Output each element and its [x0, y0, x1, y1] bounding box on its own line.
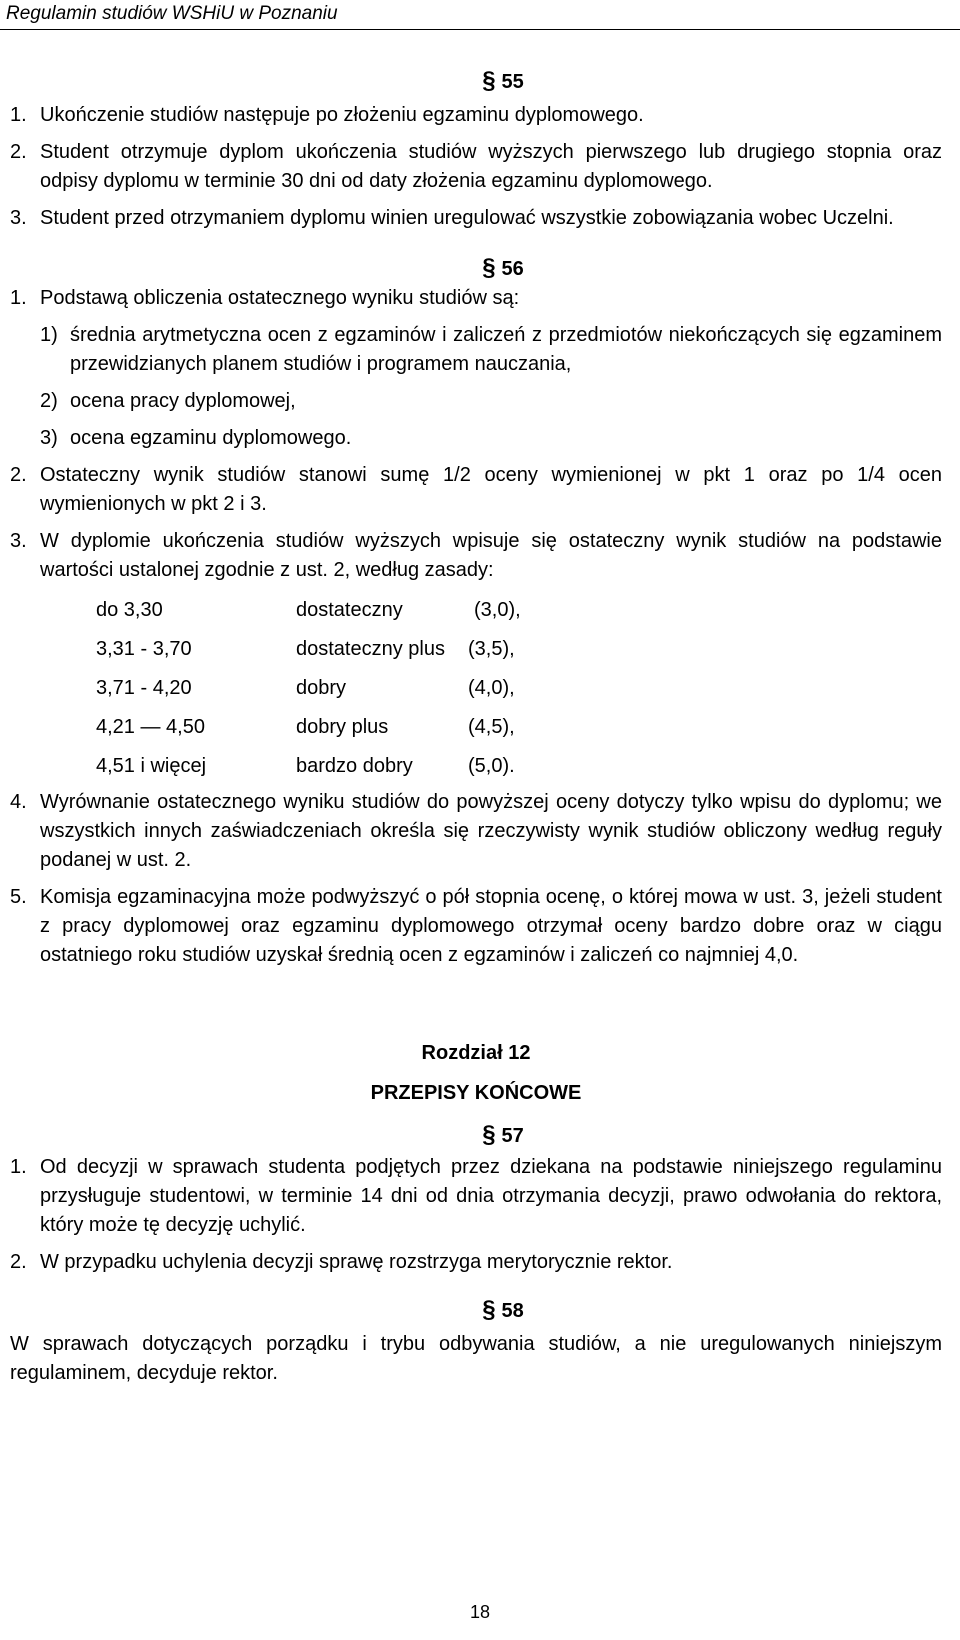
running-header: Regulamin studiów WSHiU w Poznaniu — [6, 3, 338, 24]
subitem-56-1-1: 1) średnia arytmetyczna ocen z egzaminów i zaliczeń z przedmiotów niekończących się egzaminem przewidzianych planem studiów i programem nauczania, — [40, 324, 942, 375]
section-mark: § — [482, 1296, 496, 1323]
grade-label: bardzo dobry — [296, 755, 413, 777]
chapter-title: Rozdział 12 — [421, 1042, 531, 1064]
section-heading-58 — [64, 1295, 942, 1326]
grade-range: do 3,30 — [96, 599, 163, 621]
grade-label: dobry — [296, 677, 347, 699]
grade-scale-table — [96, 591, 521, 786]
grade-value: (5,0). — [468, 755, 515, 777]
section-number: 55 — [501, 71, 524, 93]
grade-label: dostateczny — [296, 599, 403, 621]
grade-row — [96, 591, 521, 630]
grade-label: dobry plus — [296, 716, 389, 738]
page-number: 18 — [469, 1602, 491, 1622]
grade-value: (3,0), — [474, 599, 521, 621]
section-mark: § — [482, 67, 496, 94]
grade-value: (4,0), — [468, 677, 515, 699]
document-body — [10, 66, 942, 1388]
grade-range: 3,31 - 3,70 — [96, 638, 192, 660]
paragraph-55-3: 3. Student przed otrzymaniem dyplomu winien uregulować wszystkie zobowiązania wobec Uczelni. — [10, 207, 894, 229]
paragraph-55-1: 1. Ukończenie studiów następuje po złożeniu egzaminu dyplomowego. — [10, 104, 644, 126]
paragraph-56-4: 4. Wyrównanie ostatecznego wyniku studiów do powyższej oceny dotyczy tylko wpisu do dyplomu; we wszystkich innych zaświadczeniach określa się rzeczywisty wynik studiów obliczony według reguły podanej w ust. 2. — [10, 791, 942, 871]
grade-row — [96, 669, 521, 708]
paragraph-58: W sprawach dotyczących porządku i trybu odbywania studiów, a nie uregulowanych niniejszym regulaminem, decyduje rektor. — [10, 1333, 942, 1384]
section-heading-55 — [64, 66, 942, 97]
section-number: 58 — [501, 1300, 524, 1322]
section-number: 57 — [501, 1125, 524, 1147]
grade-label: dostateczny plus — [296, 638, 445, 660]
paragraph-56-1: 1. Podstawą obliczenia ostatecznego wyniku studiów są: — [10, 287, 520, 309]
grade-range: 4,51 i więcej — [96, 755, 207, 777]
grade-value: (3,5), — [468, 638, 515, 660]
paragraph-57-1: 1. Od decyzji w sprawach studenta podjętych przez dziekana na podstawie niniejszego regulaminu przysługuje studentowi, w terminie 14 dni od dnia otrzymania decyzji, prawo odwołania do rektora, który może tę decyzję uchylić. — [10, 1156, 942, 1236]
chapter-subtitle: PRZEPISY KOŃCOWE — [370, 1082, 582, 1104]
grade-range: 3,71 - 4,20 — [96, 677, 192, 699]
grade-row — [96, 747, 521, 786]
paragraph-55-2: 2. Student otrzymuje dyplom ukończenia studiów wyższych pierwszego lub drugiego stopnia oraz odpisy dyplomu w terminie 30 dni od daty złożenia egzaminu dyplomowego. — [10, 141, 942, 192]
paragraph-57-2: 2. W przypadku uchylenia decyzji sprawę rozstrzyga merytorycznie rektor. — [10, 1251, 673, 1273]
header-rule — [0, 29, 960, 30]
grade-row — [96, 630, 521, 669]
grade-value: (4,5), — [468, 716, 515, 738]
section-heading-56 — [64, 253, 942, 284]
section-number: 56 — [501, 258, 524, 280]
section-heading-57 — [64, 1120, 942, 1151]
grade-row — [96, 708, 521, 747]
subitem-56-1-2: 2) ocena pracy dyplomowej, — [40, 390, 296, 412]
paragraph-56-2: 2. Ostateczny wynik studiów stanowi sumę 1/2 oceny wymienionej w pkt 1 oraz po 1/4 ocen wymienionych w pkt 2 i 3. — [10, 464, 942, 515]
section-mark: § — [482, 1121, 496, 1148]
section-mark: § — [482, 254, 496, 281]
paragraph-56-3: 3. W dyplomie ukończenia studiów wyższych wpisuje się ostateczny wynik studiów na podstawie wartości ustalonej zgodnie z ust. 2, według zasady: — [10, 530, 942, 581]
subitem-56-1-3: 3) ocena egzaminu dyplomowego. — [40, 427, 352, 449]
grade-range: 4,21 — 4,50 — [96, 716, 205, 738]
paragraph-56-5: 5. Komisja egzaminacyjna może podwyższyć o pół stopnia ocenę, o której mowa w ust. 3, jeżeli student z pracy dyplomowej oraz egzaminu dyplomowego otrzymał oceny bardzo dobre oraz w ciągu ostatniego roku studiów uzyskał średnią ocen z egzaminów i zaliczeń co najmniej 4,0. — [10, 886, 942, 966]
